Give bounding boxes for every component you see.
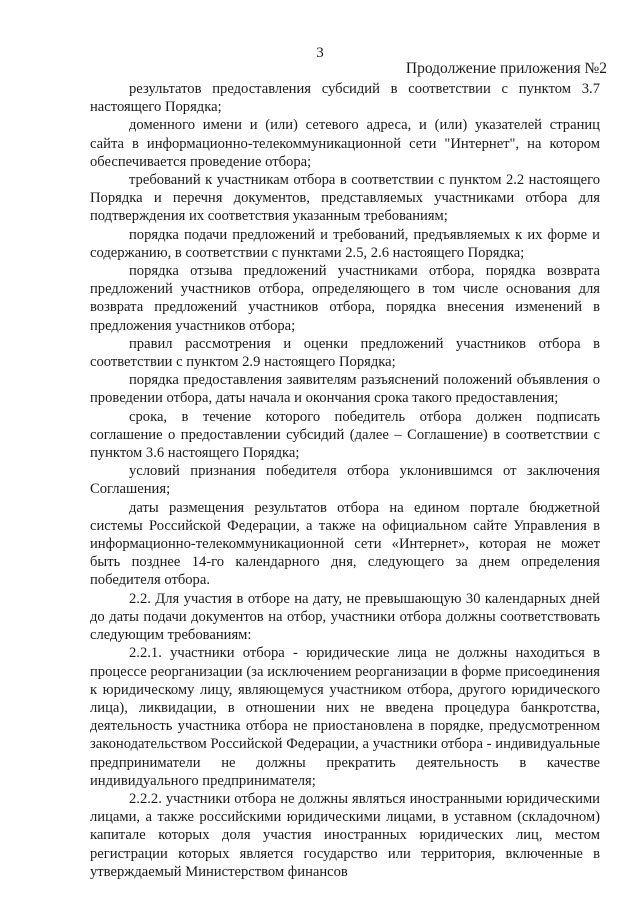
paragraph-clarifications: порядка предоставления заявителям разъяснений положений объявления о проведении отбора, даты начала и окончания срока такого предоставления; [90,372,600,407]
paragraph-domain-name: доменного имени и (или) сетевого адреса, и (или) указателей страниц сайта в информационно-телекоммуникационной сети "Интернет", на котором обеспечивается проведение отбора; [90,117,600,170]
paragraph-section-2-2-1: 2.2.1. участники отбора - юридические лица не должны находиться в процессе реорганизации (за исключением реорганизации в форме присоединения к юридическому лицу, являющемуся участником отбора, другого юридического лица), ликвидации, в отношении них не введена процедура банкротства, деятельность участника отбора не приостановлена в порядке, предусмотренном законодательством Российской Федерации, а участники отбора - индивидуальные предприниматели не должны прекратить деятельность в качестве индивидуального предпринимателя; [90,645,600,789]
appendix-continuation-label: Продолжение приложения №2 [405,60,607,77]
paragraph-evasion-conditions: условий признания победителя отбора уклонившимся от заключения Соглашения; [90,463,600,498]
paragraph-submission-procedure: порядка подачи предложений и требований, предъявляемых к их форме и содержанию, в соответствии с пунктами 2.5, 2.6 настоящего Порядка; [90,226,600,261]
paragraph-evaluation-rules: правил рассмотрения и оценки предложений участников отбора в соответствии с пунктом 2.9 настоящего Порядка; [90,335,600,371]
page-number: 3 [316,45,324,61]
paragraph-signing-deadline: срока, в течение которого победитель отбора должен подписать соглашение о предоставлении субсидий (далее – Соглашение) в соответствии с пунктом 3.6 настоящего Порядка; [90,408,600,462]
document-body [90,80,600,881]
paragraph-results: результатов предоставления субсидий в соответствии с пунктом 3.7 настоящего Порядка; [90,81,600,116]
paragraph-withdrawal-procedure: порядка отзыва предложений участниками отбора, порядка возврата предложений участников отбора, определяющего в том числе основания для возврата предложений участников отбора, порядка внесения изменений в предложения участников отбора; [90,263,600,334]
paragraph-section-2-2: 2.2. Для участия в отборе на дату, не превышающую 30 календарных дней до даты подачи документов на отбор, участники отбора должны соответствовать следующим требованиям: [90,590,600,644]
paragraph-participant-requirements: требований к участникам отбора в соответствии с пунктом 2.2 настоящего Порядка и перечня документов, представляемых участниками отбора для подтверждения их соответствия указанным требованиям; [90,172,600,225]
paragraph-section-2-2-2: 2.2.2. участники отбора не должны являться иностранными юридическими лицами, а также российскими юридическими лицами, в уставном (складочном) капитале которых доля участия иностранных юридических лиц, местом регистрации которых является государство или территория, включенные в утверждаемый Министерством финансов [90,790,600,880]
paragraph-publication-date: даты размещения результатов отбора на едином портале бюджетной системы Российской Федерации, а также на официальном сайте Управления в информационно-телекоммуникационной сети «Интернет», которая не может быть позднее 14-го календарного дня, следующего за днем определения победителя отбора. [90,499,600,589]
